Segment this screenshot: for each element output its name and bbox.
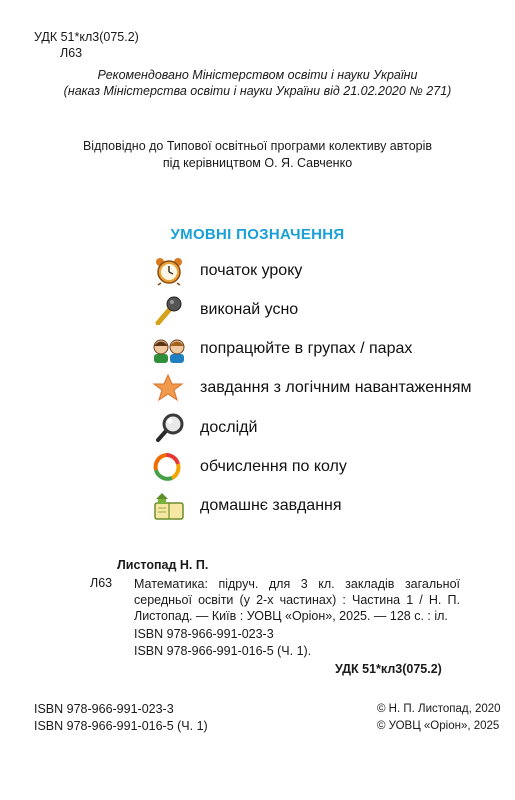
- house-book-icon: [152, 491, 186, 521]
- legend-item-circle-calc: [152, 452, 347, 482]
- bib-isbn-2: ISBN 978-966-991-016-5 (Ч. 1).: [134, 644, 312, 658]
- legend-item-label: обчислення по колу: [200, 458, 347, 475]
- legend-item-label: завдання з логічним навантаженням: [200, 379, 472, 396]
- legend-item-label: дослідй: [200, 419, 258, 436]
- magnifier-icon: [152, 413, 186, 443]
- legend-item-groups: [152, 334, 412, 364]
- accordance-line-2: під керівництвом О. Я. Савченко: [162, 156, 353, 170]
- legend-item-label: попрацюйте в групах / парах: [200, 340, 413, 357]
- legend-item-homework: [152, 491, 342, 521]
- circle-ring-icon: [152, 452, 186, 482]
- recommendation-line-1: Рекомендовано Міністерством освіти і науки України: [97, 68, 418, 82]
- bib-index: Л63: [90, 576, 113, 590]
- bib-isbn-1: ISBN 978-966-991-023-3: [134, 627, 274, 641]
- recommendation-line-2: (наказ Міністерства освіти і науки України від 21.02.2020 № 271): [63, 84, 452, 98]
- bib-udk: УДК 51*кл3(075.2): [335, 662, 442, 676]
- copyright-author: © Н. П. Листопад, 2020: [377, 703, 501, 715]
- legend-item-logic: [152, 373, 471, 403]
- copyright-publisher: © УОВЦ «Оріон», 2025: [377, 720, 500, 732]
- author-index: Л63: [60, 46, 83, 60]
- legend-item-label: початок уроку: [200, 262, 303, 279]
- accordance-line-1: Відповідно до Типової освітньої програми колективу авторів: [82, 139, 433, 153]
- group-people-icon: [152, 334, 186, 364]
- microphone-icon: [152, 295, 186, 325]
- star-icon: [152, 373, 186, 403]
- footer-isbn-1: ISBN 978-966-991-023-3: [34, 702, 174, 716]
- legend-item-label: виконай усно: [200, 301, 299, 318]
- legend-item-lesson-start: [152, 256, 302, 286]
- legend-item-oral: [152, 295, 298, 325]
- alarm-clock-icon: [152, 256, 186, 286]
- bib-author: Листопад Н. П.: [117, 558, 209, 572]
- bib-description: Математика: підруч. для 3 кл. закладів загальної середньої освіти (у 2-х частинах) : Частина 1 / Н. П. Листопад. — Київ : УОВЦ «Оріон», 2025. — 128 с. : іл.: [134, 577, 460, 623]
- udk-code: УДК 51*кл3(075.2): [34, 30, 139, 44]
- legend-item-label: домашнє завдання: [200, 497, 342, 514]
- legend-title: УМОВНІ ПОЗНАЧЕННЯ: [170, 226, 345, 243]
- legend-item-explore: [152, 413, 257, 443]
- footer-isbn-2: ISBN 978-966-991-016-5 (Ч. 1): [34, 719, 208, 733]
